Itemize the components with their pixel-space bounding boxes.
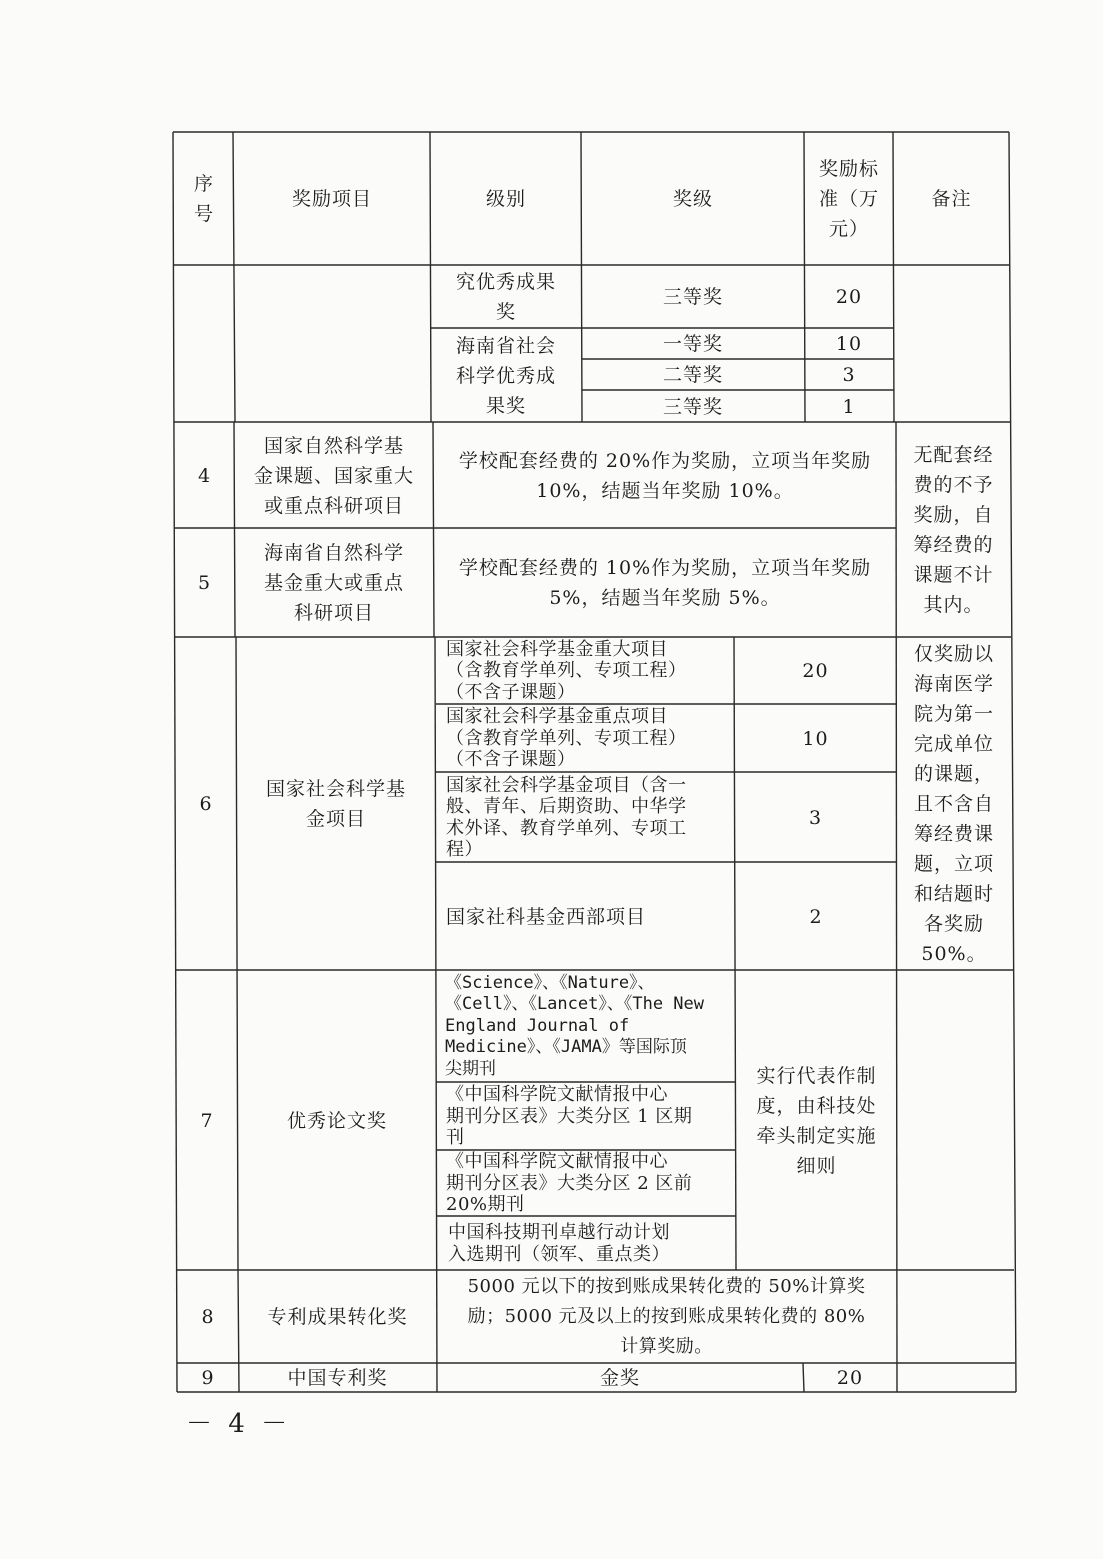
cont-val-a: 20 bbox=[835, 286, 863, 308]
row6-level-4: 国家社科基金西部项目 bbox=[446, 905, 647, 928]
row9-val: 20 bbox=[836, 1367, 864, 1389]
page-number: － 4 － bbox=[186, 1409, 292, 1439]
row8-item: 专利成果转化奖 bbox=[267, 1306, 408, 1328]
row6-val-3: 3 bbox=[808, 806, 823, 829]
row4-desc: 学校配套经费的 20%作为奖励，立项当年奖励 10%，结题当年奖励 10%。 bbox=[458, 449, 872, 502]
remark-rows-4-5: 无配套经 费的不予 奖励，自 筹经费的 课题不计 其内。 bbox=[913, 444, 994, 616]
row6-item: 国家社会科学基 金项目 bbox=[265, 778, 406, 830]
row4-seq: 4 bbox=[197, 464, 212, 487]
row9-seq: 9 bbox=[201, 1367, 215, 1389]
row6-val-4: 2 bbox=[809, 905, 823, 928]
row7-level-2: 《中国科学院文献情报中心 期刊分区表》大类分区 1 区期 刊 bbox=[446, 1084, 693, 1149]
row8-desc: 5000 元以下的按到账成果转化费的 50%计算奖 励；5000 元及以上的按到账成果转化费的 80% 计算奖励。 bbox=[467, 1276, 866, 1357]
row6-val-2: 10 bbox=[802, 727, 829, 750]
cont-grade-b2: 二等奖 bbox=[662, 364, 723, 386]
row4-item: 国家自然科学基 金课题、国家重大 或重点科研项目 bbox=[253, 434, 414, 517]
header-seq: 序 号 bbox=[193, 173, 214, 225]
row7-level-1: 《Science》、《Nature》、 《Cell》、《Lancet》、《The New England Journal of Medicine》、《JAMA》等国际顶 尖期刊 bbox=[445, 972, 704, 1079]
row6-level-3: 国家社会科学基金项目（含一 般、青年、后期资助、中华学 术外译、教育学单列、专项工 程） bbox=[446, 774, 687, 860]
cont-level-a: 究优秀成果 奖 bbox=[455, 271, 556, 323]
cont-level-b: 海南省社会 科学优秀成 果奖 bbox=[455, 334, 556, 417]
header-item: 奖励项目 bbox=[291, 188, 372, 210]
cont-grade-a: 三等奖 bbox=[662, 286, 723, 308]
row7-level-4: 中国科技期刊卓越行动计划 入选期刊（领军、重点类） bbox=[448, 1222, 670, 1265]
row9-grade: 金奖 bbox=[599, 1367, 640, 1389]
row6-level-2: 国家社会科学基金重点项目 （含教育学单列、专项工程） （不含子课题） bbox=[446, 706, 687, 771]
row6-val-1: 20 bbox=[802, 660, 829, 682]
cont-val-b3: 1 bbox=[842, 395, 856, 418]
row6-seq: 6 bbox=[199, 793, 213, 815]
cont-val-b1: 10 bbox=[835, 333, 863, 355]
row5-desc: 学校配套经费的 10%作为奖励，立项当年奖励 5%，结题当年奖励 5%。 bbox=[458, 557, 872, 609]
row5-item: 海南省自然科学 基金重大或重点 科研项目 bbox=[263, 542, 404, 624]
cont-val-b2: 3 bbox=[842, 364, 856, 386]
header-grade: 奖级 bbox=[672, 188, 713, 210]
row5-seq: 5 bbox=[197, 572, 212, 594]
row7-seq: 7 bbox=[200, 1109, 214, 1132]
row6-level-1: 国家社会科学基金重大项目 （含教育学单列、专项工程） （不含子课题） bbox=[446, 638, 687, 703]
header-remark: 备注 bbox=[931, 188, 972, 210]
cont-grade-b1: 一等奖 bbox=[662, 333, 723, 355]
cont-grade-b3: 三等奖 bbox=[662, 395, 723, 418]
header-level: 级别 bbox=[485, 188, 526, 210]
row6-remark: 仅奖励以 海南医学 院为第一 完成单位 的课题， 且不含自 筹经费课 题，立项 和结题时 各奖励 50%。 bbox=[913, 643, 994, 965]
header-standard: 奖励标 准（万 元） bbox=[818, 158, 879, 240]
row7-level-3: 《中国科学院文献情报中心 期刊分区表》大类分区 2 区前 20%期刊 bbox=[446, 1151, 693, 1216]
row7-item: 优秀论文奖 bbox=[286, 1109, 387, 1132]
row9-item: 中国专利奖 bbox=[287, 1367, 388, 1389]
row7-standard: 实行代表作制 度，由科技处 牵头制定实施 细则 bbox=[756, 1064, 877, 1177]
row8-seq: 8 bbox=[201, 1306, 215, 1328]
